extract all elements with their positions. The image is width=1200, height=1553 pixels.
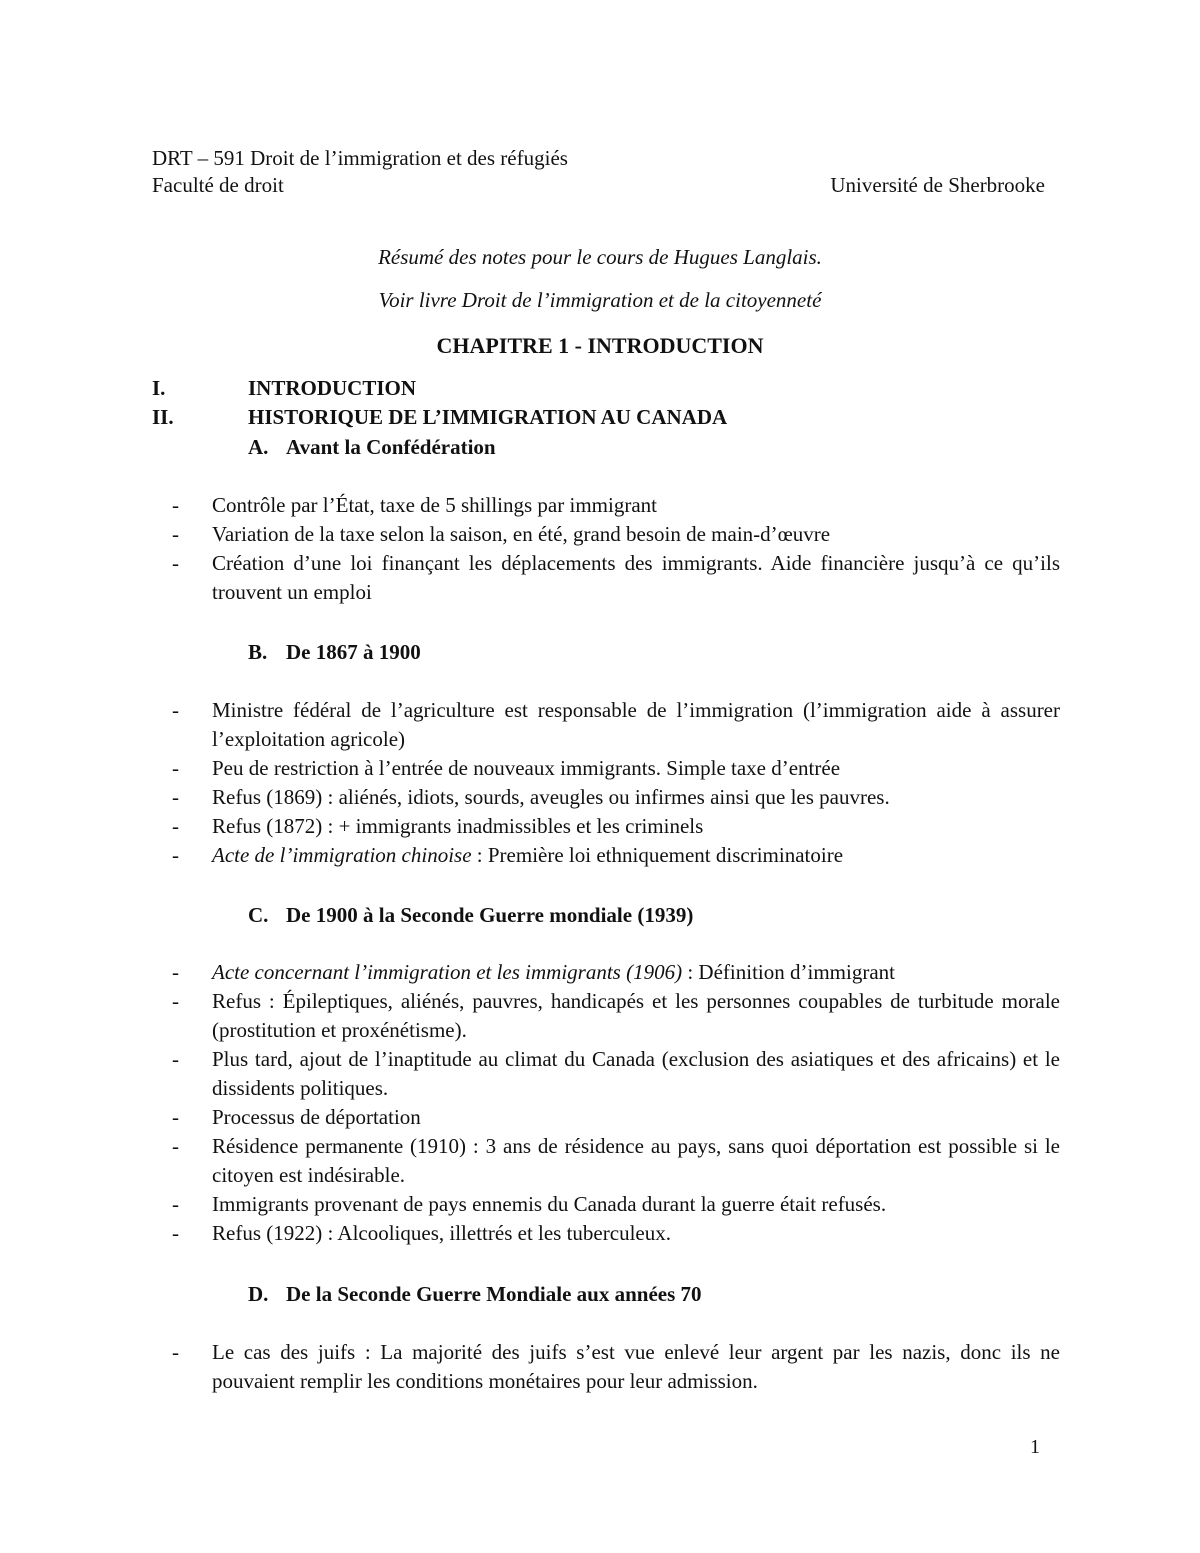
section-title: De 1900 à la Seconde Guerre mondiale (1939) [286, 903, 694, 927]
item-text: Refus : Épileptiques, aliénés, pauvres, handicapés et les personnes coupables de turbitude morale (prostitution et proxénétisme). [212, 989, 1060, 1042]
bullet-dash: - [172, 960, 179, 984]
item-text: Contrôle par l’État, taxe de 5 shillings par immigrant [212, 493, 657, 517]
list-item [172, 1338, 1060, 1396]
item-text: Variation de la taxe selon la saison, en été, grand besoin de main-d’œuvre [212, 522, 831, 546]
chapter-title: CHAPITRE 1 - INTRODUCTION [436, 333, 764, 358]
outline-item [152, 403, 952, 432]
faculty-name: Faculté de droit [152, 173, 284, 197]
section-title: De 1867 à 1900 [286, 640, 421, 664]
list-item [172, 520, 1060, 549]
item-text: Processus de déportation [212, 1105, 421, 1129]
list-item [172, 783, 1060, 812]
list-item [172, 1103, 1060, 1132]
item-text: : Première loi ethniquement discriminatoire [471, 843, 844, 867]
item-text: Le cas des juifs : La majorité des juifs s’est vue enlevé leur argent par les nazis, donc ils ne pouvaient remplir les conditions monétaires pour leur admission. [212, 1340, 1060, 1393]
list-item [172, 754, 1060, 783]
bullet-dash: - [172, 1134, 179, 1158]
outline-title: HISTORIQUE DE L’IMMIGRATION AU CANADA [248, 405, 728, 429]
list-item [172, 491, 1060, 520]
item-text: Plus tard, ajout de l’inaptitude au climat du Canada (exclusion des asiatiques et des africains) et le dissidents politiques. [212, 1047, 1060, 1100]
course-title: DRT – 591 Droit de l’immigration et des réfugiés [152, 146, 568, 170]
bullet-dash: - [172, 1221, 179, 1245]
bullet-dash: - [172, 493, 179, 517]
bullet-dash: - [172, 1192, 179, 1216]
bullet-dash: - [172, 698, 179, 722]
italic-text: Acte de l’immigration chinoise [212, 843, 472, 867]
list-item [172, 549, 1060, 607]
book-reference: Voir livre Droit de l’immigration et de la citoyenneté [378, 288, 822, 312]
bullet-dash: - [172, 1105, 179, 1129]
bullet-list [172, 696, 1060, 870]
list-item [172, 812, 1060, 841]
bullet-dash: - [172, 551, 179, 575]
list-item [172, 841, 1060, 870]
section-letter: A. [248, 435, 269, 459]
outline-number: I. [152, 376, 166, 400]
bullet-list [172, 958, 1060, 1248]
section-letter: B. [248, 640, 268, 664]
section-letter: D. [248, 1282, 269, 1306]
bullet-dash: - [172, 989, 179, 1013]
section-title: Avant la Confédération [286, 435, 496, 459]
outline-title: INTRODUCTION [248, 376, 417, 400]
item-text: Peu de restriction à l’entrée de nouveaux immigrants. Simple taxe d’entrée [212, 756, 841, 780]
item-text: : Définition d’immigrant [682, 960, 895, 984]
item-text: Refus (1922) : Alcooliques, illettrés et les tuberculeux. [212, 1221, 671, 1245]
list-item [172, 1190, 1060, 1219]
summary-subtitle: Résumé des notes pour le cours de Hugues Langlais. [378, 245, 822, 269]
section-heading [248, 433, 1048, 462]
page-number: 1 [1030, 1436, 1040, 1458]
section-heading [248, 1280, 1048, 1309]
list-item [172, 1219, 1060, 1248]
bullet-dash: - [172, 1340, 179, 1364]
university-name: Université de Sherbrooke [830, 173, 1045, 197]
bullet-dash: - [172, 785, 179, 809]
bullet-dash: - [172, 814, 179, 838]
item-text: Résidence permanente (1910) : 3 ans de résidence au pays, sans quoi déportation est possible si le citoyen est indésirable. [212, 1134, 1060, 1187]
bullet-dash: - [172, 756, 179, 780]
italic-text: Acte concernant l’immigration et les immigrants (1906) [212, 960, 683, 984]
bullet-dash: - [172, 522, 179, 546]
list-item [172, 987, 1060, 1045]
bullet-dash: - [172, 843, 179, 867]
list-item [172, 1045, 1060, 1103]
bullet-list [172, 491, 1060, 607]
item-text: Refus (1872) : + immigrants inadmissibles et les criminels [212, 814, 704, 838]
list-item [172, 1132, 1060, 1190]
section-letter: C. [248, 903, 269, 927]
section-title: De la Seconde Guerre Mondiale aux années 70 [286, 1282, 702, 1306]
item-text: Refus (1869) : aliénés, idiots, sourds, aveugles ou infirmes ainsi que les pauvres. [212, 785, 890, 809]
item-text: Création d’une loi finançant les déplacements des immigrants. Aide financière jusqu’à ce qu’ils trouvent un emploi [212, 551, 1060, 604]
outline-item [152, 374, 952, 403]
bullet-dash: - [172, 1047, 179, 1071]
item-text: Immigrants provenant de pays ennemis du Canada durant la guerre était refusés. [212, 1192, 887, 1216]
list-item [172, 696, 1060, 754]
bullet-list [172, 1338, 1060, 1396]
outline-number: II. [152, 405, 174, 429]
list-item [172, 958, 1060, 987]
section-heading [248, 901, 1048, 930]
item-text: Ministre fédéral de l’agriculture est responsable de l’immigration (l’immigration aide à assurer l’exploitation agricole) [212, 698, 1060, 751]
section-heading [248, 638, 1048, 667]
